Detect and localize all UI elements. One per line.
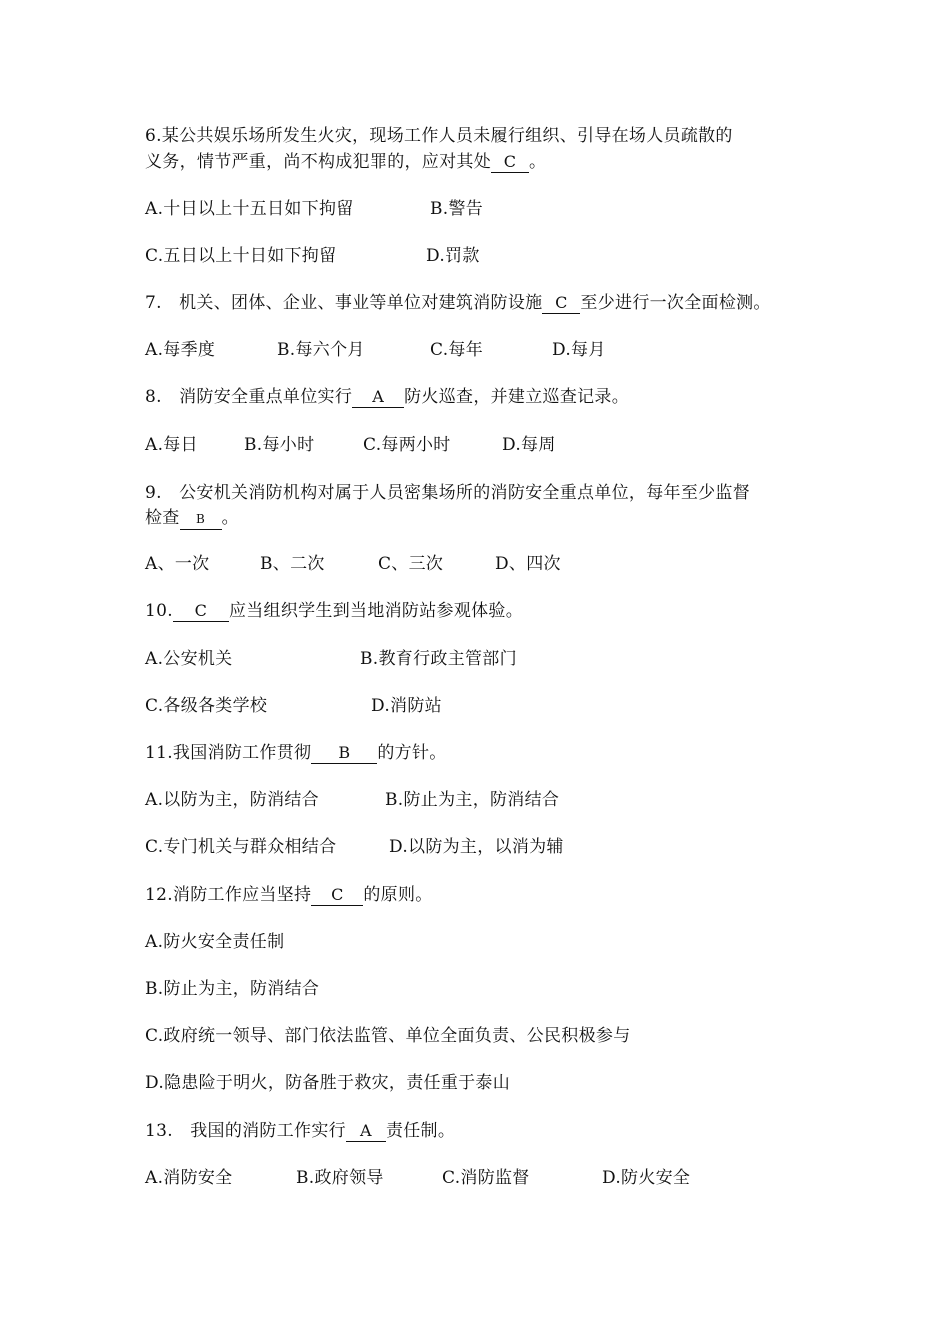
question-13-option-a: A.消防安全 <box>145 1168 233 1188</box>
question-9-end: 。 <box>221 508 239 528</box>
question-12-option-a: A.防火安全责任制 <box>145 932 285 952</box>
question-6-end: 。 <box>529 152 547 172</box>
question-13-option-d: D.防火安全 <box>602 1168 691 1188</box>
question-8-option-c: C.每两小时 <box>363 435 451 455</box>
question-10-end: 应当组织学生到当地消防站参观体验。 <box>228 601 524 621</box>
question-8-option-a: A.每日 <box>145 435 198 455</box>
question-12-answer: C <box>311 885 363 906</box>
question-11-answer: B <box>311 743 377 764</box>
question-6-option-d: D.罚款 <box>426 246 480 266</box>
question-6-answer: C <box>491 152 529 173</box>
question-6-option-a: A.十日以上十五日如下拘留 <box>145 199 354 219</box>
question-7-option-c: C.每年 <box>430 340 484 360</box>
question-9-option-d: D、四次 <box>495 554 561 574</box>
question-10-option-d: D.消防站 <box>371 696 442 716</box>
question-10-option-b: B.教育行政主管部门 <box>360 649 517 669</box>
question-11-option-b: B.防止为主，防消结合 <box>385 790 560 810</box>
question-9-text: 检查 <box>145 508 180 528</box>
question-10-option-c: C.各级各类学校 <box>145 696 268 716</box>
question-9-option-b: B、二次 <box>260 554 325 574</box>
question-6-line-1: 6.某公共娱乐场所发生火灾，现场工作人员未履行组织、引导在场人员疏散的 <box>145 126 733 146</box>
question-6-text: 义务，情节严重，尚不构成犯罪的，应对其处 <box>145 152 491 172</box>
question-12-text: 12.消防工作应当坚持 <box>145 885 312 905</box>
question-9-option-c: C、三次 <box>378 554 444 574</box>
question-12-option-c: C.政府统一领导、部门依法监管、单位全面负责、公民积极参与 <box>145 1026 631 1046</box>
question-7-answer: C <box>542 293 580 314</box>
question-11-text: 11.我国消防工作贯彻 <box>145 743 312 763</box>
question-7-option-b: B.每六个月 <box>277 340 365 360</box>
question-13-line <box>145 1119 455 1143</box>
question-8-answer: A <box>352 387 404 408</box>
question-9-line-1: 9. 公安机关消防机构对属于人员密集场所的消防安全重点单位，每年至少监督 <box>145 483 751 503</box>
question-10-option-a: A.公安机关 <box>145 649 233 669</box>
question-8-end: 防火巡查，并建立巡查记录。 <box>404 387 630 407</box>
question-9-answer: B <box>180 509 222 530</box>
question-11-option-c: C.专门机关与群众相结合 <box>145 837 337 857</box>
question-7-option-a: A.每季度 <box>145 340 216 360</box>
question-12-option-d: D.隐患险于明火，防备胜于救灾，责任重于泰山 <box>145 1073 511 1093</box>
question-13-option-c: C.消防监督 <box>442 1168 530 1188</box>
question-9-option-a: A、一次 <box>145 554 210 574</box>
question-7-text: 7. 机关、团体、企业、事业等单位对建筑消防设施 <box>145 293 543 313</box>
question-11-option-d: D.以防为主，以消为辅 <box>389 837 564 857</box>
question-13-option-b: B.政府领导 <box>296 1168 384 1188</box>
question-7-end: 至少进行一次全面检测。 <box>580 293 771 313</box>
question-10-answer: C <box>173 601 229 622</box>
question-6-line-2 <box>145 150 546 174</box>
question-11-line <box>145 741 447 765</box>
question-8-option-d: D.每周 <box>502 435 556 455</box>
question-9-line-2 <box>145 506 239 530</box>
question-11-option-a: A.以防为主，防消结合 <box>145 790 319 810</box>
question-13-text: 13. 我国的消防工作实行 <box>145 1121 346 1141</box>
question-7-option-d: D.每月 <box>552 340 606 360</box>
question-12-option-b: B.防止为主，防消结合 <box>145 979 320 999</box>
question-6-option-c: C.五日以上十日如下拘留 <box>145 246 337 266</box>
question-12-end: 的原则。 <box>363 885 433 905</box>
question-8-text: 8. 消防安全重点单位实行 <box>145 387 353 407</box>
question-6-option-b: B.警告 <box>430 199 484 219</box>
question-7-line <box>145 291 771 315</box>
question-10-text: 10. <box>145 601 173 621</box>
question-12-line <box>145 883 433 907</box>
question-8-option-b: B.每小时 <box>244 435 315 455</box>
question-8-line <box>145 385 629 409</box>
question-13-end: 责任制。 <box>385 1121 456 1141</box>
question-13-answer: A <box>346 1121 386 1142</box>
question-11-end: 的方针。 <box>377 743 447 763</box>
question-10-line <box>145 599 523 623</box>
